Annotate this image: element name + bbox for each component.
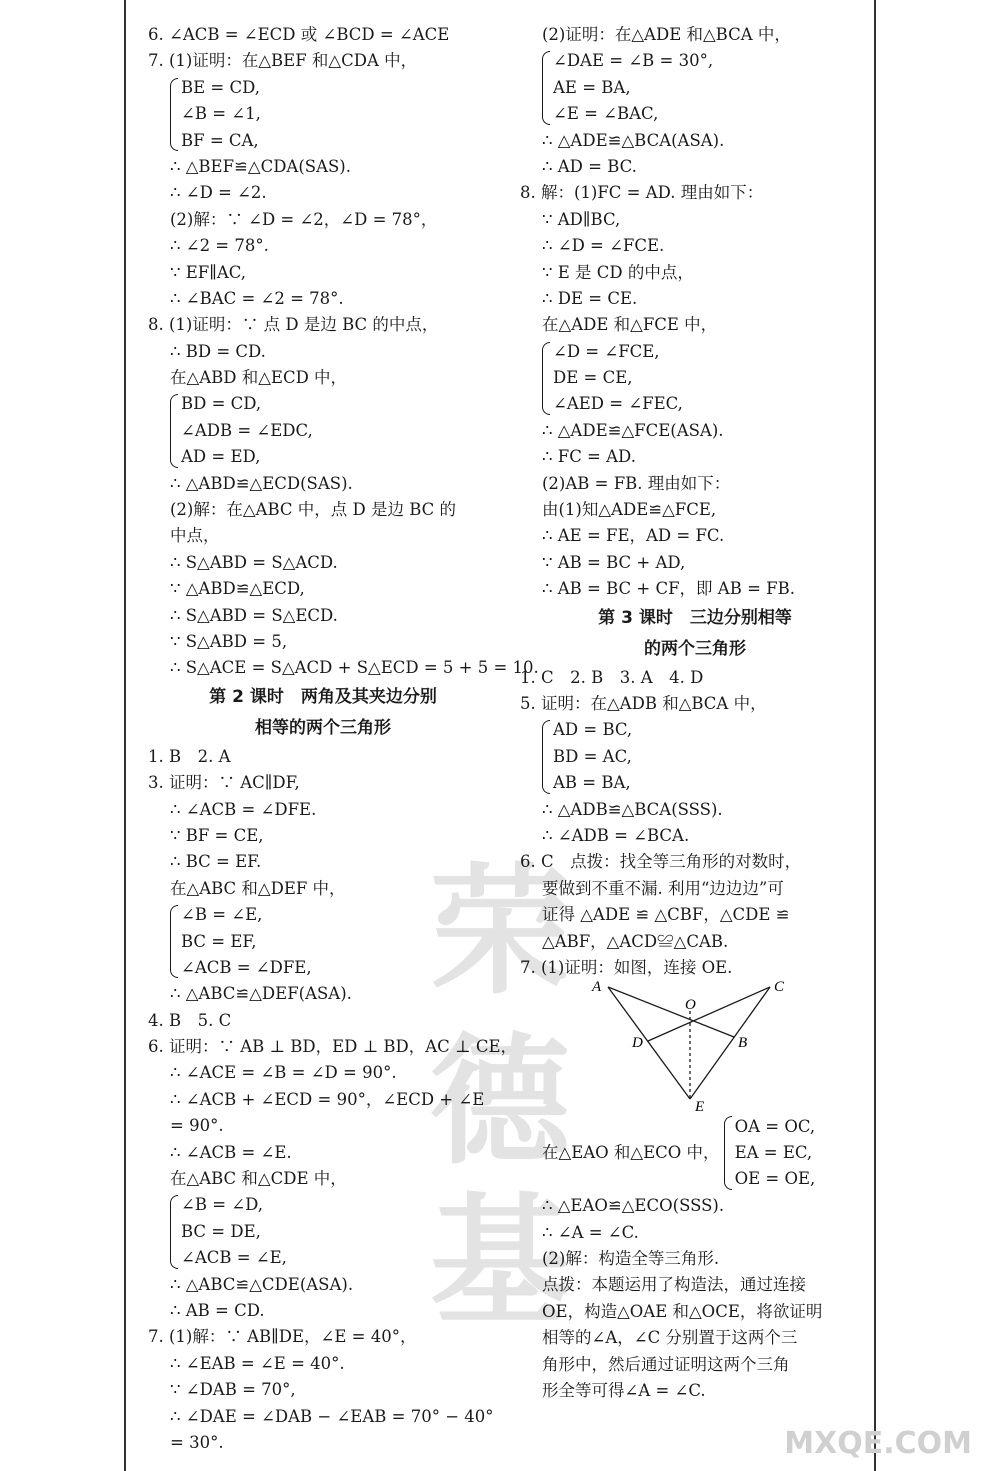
condition-brace — [520, 48, 870, 127]
condition-brace — [520, 717, 870, 796]
line: ∵ AB = BC + AD, — [542, 552, 686, 572]
condition-brace — [148, 75, 498, 154]
line: ∠D = ∠FCE, — [553, 341, 660, 361]
line: (2)解：构造全等三角形. — [542, 1249, 720, 1269]
line: ∴ △EAO≌△ECO(SSS). — [542, 1196, 725, 1216]
line: 7. (1)证明：如图，连接 OE. — [520, 957, 733, 977]
left-column — [148, 22, 539, 1456]
line: ∴ AD = BC. — [542, 156, 637, 176]
line: ∵ AD∥BC, — [542, 209, 621, 229]
line: = 90°. — [170, 1116, 224, 1136]
geometry-figure — [590, 981, 790, 1113]
line: ∴ ∠D = ∠FCE. — [542, 236, 665, 256]
line: AD = BC, — [553, 720, 633, 740]
line: ∠E = ∠BAC, — [553, 104, 659, 124]
line: ∠B = ∠1, — [181, 104, 261, 124]
watermark-char-3: 基 — [430, 1180, 571, 1344]
line: ∵ ∠DAB = 70°, — [170, 1380, 296, 1400]
line: ∴ S△ACE = S△ACD + S△ECD = 5 + 5 = 10. — [170, 658, 539, 678]
line: 8. (1)证明：∵ 点 D 是边 BC 的中点， — [148, 315, 439, 335]
line: 6. C 点拨：找全等三角形的对数时， — [520, 852, 802, 872]
line: ∴ △ADE≌△FCE(ASA). — [542, 420, 724, 440]
line: ∴ ∠D = ∠2. — [170, 183, 267, 203]
line: 中点， — [170, 526, 220, 546]
line: (2)证明：在△ADE 和△BCA 中， — [542, 25, 791, 44]
line: BC = DE, — [181, 1221, 261, 1241]
line: 由(1)知△ADE≌△FCE, — [542, 500, 717, 520]
line: ∠DAE = ∠B = 30°, — [553, 51, 714, 71]
condition-brace — [148, 902, 498, 981]
figure-label-o: O — [685, 997, 696, 1014]
line: ∴ △ABC≌△CDE(ASA). — [170, 1274, 354, 1294]
condition-brace — [148, 391, 498, 470]
right-margin-rule — [874, 0, 876, 1471]
line: 在△ABD 和△ECD 中， — [170, 368, 348, 388]
line: (2)解：在△ABC 中，点 D 是边 BC 的 — [170, 500, 457, 520]
line: ∵ BF = CE, — [170, 825, 264, 845]
line: ∠ADB = ∠EDC, — [181, 420, 313, 440]
line: ∴ △ADB≌△BCA(SSS). — [542, 799, 723, 819]
line: ∴ S△ABD = S△ACD. — [170, 552, 338, 572]
line: AD = ED, — [181, 447, 261, 467]
line: ∴ ∠A = ∠C. — [542, 1222, 639, 1242]
line: ∴ AB = CD. — [170, 1300, 265, 1320]
line: ∴ △ADE≌△BCA(ASA). — [542, 130, 725, 150]
line: 6. ∠ACB = ∠ECD 或 ∠BCD = ∠ACE — [148, 25, 450, 44]
section-heading: 相等的两个三角形 — [255, 717, 391, 738]
figure-label-a: A — [592, 981, 602, 996]
line: = 30°. — [170, 1432, 224, 1452]
line: 相等的∠A，∠C 分别置于这两个三 — [542, 1328, 798, 1348]
line: ∴ DE = CE. — [542, 288, 638, 308]
line: DE = CE, — [553, 368, 633, 388]
line: 3. 证明：∵ AC∥DF, — [148, 773, 300, 793]
line: AE = BA, — [553, 77, 631, 97]
section-heading: 第 3 课时 三边分别相等 — [598, 607, 792, 628]
line: 5. 证明：在△ADB 和△BCA 中， — [520, 693, 767, 713]
line: 在△ADE 和△FCE 中， — [542, 315, 718, 335]
line: BD = CD, — [181, 394, 262, 414]
watermark-char-2: 德 — [430, 1020, 571, 1184]
watermark-char-1: 荣 — [430, 850, 571, 1014]
line: ∴ BD = CD. — [170, 341, 266, 361]
line: 形全等可得∠A = ∠C. — [542, 1381, 706, 1401]
line: BD = AC, — [553, 746, 632, 766]
line: ∴ ∠BAC = ∠2 = 78°. — [170, 288, 344, 308]
line: OE = OE, — [734, 1169, 816, 1189]
section-heading: 第 2 课时 两角及其夹边分别 — [209, 686, 437, 707]
figure-label-e: E — [695, 1099, 705, 1114]
figure-label-c: C — [774, 981, 785, 996]
line: AB = BA, — [553, 773, 631, 793]
line: ∵ △ABD≌△ECD, — [170, 579, 305, 599]
left-margin-rule — [124, 0, 126, 1471]
figure-label-d: D — [632, 1035, 643, 1052]
line: 点拨：本题运用了构造法，通过连接 — [542, 1275, 806, 1295]
line: (2)AB = FB. 理由如下： — [542, 473, 731, 493]
line: ∴ FC = AD. — [542, 447, 636, 467]
line: ∴ ∠ACB + ∠ECD = 90°，∠ECD + ∠E — [170, 1089, 485, 1109]
line: 要做到不重不漏. 利用“边边边”可 — [542, 878, 784, 898]
line: ∴ ∠ACB = ∠E. — [170, 1142, 292, 1162]
figure-label-b: B — [738, 1035, 748, 1052]
line: ∠B = ∠D, — [181, 1195, 263, 1215]
line: ∵ E 是 CD 的中点， — [542, 262, 694, 282]
line: EA = EC, — [734, 1143, 813, 1163]
line: 角形中，然后通过证明这两个三角 — [542, 1354, 790, 1374]
line: 6. 证明：∵ AB ⊥ BD，ED ⊥ BD，AC ⊥ CE， — [148, 1037, 517, 1057]
line: ∠AED = ∠FEC, — [553, 394, 683, 414]
line: BC = EF, — [181, 931, 257, 951]
section-heading: 的两个三角形 — [644, 638, 746, 659]
line: ∵ EF∥AC, — [170, 262, 247, 282]
condition-brace-inline — [520, 1113, 870, 1193]
line: ∴ ∠EAB = ∠E = 40°. — [170, 1353, 345, 1373]
line: (2)解：∵ ∠D = ∠2，∠D = 78°， — [170, 209, 438, 229]
line: ∴ ∠ADB = ∠BCA. — [542, 825, 690, 845]
condition-brace — [520, 339, 870, 418]
watermark-site: MXQE.COM — [784, 1426, 972, 1461]
line: ∴ AB = BC + CF，即 AB = FB. — [542, 579, 795, 599]
line: 7. (1)解：∵ AB∥DE，∠E = 40°， — [148, 1327, 417, 1347]
line: ∴ △BEF≌△CDA(SAS). — [170, 156, 351, 176]
line: 1. B 2. A — [148, 746, 231, 766]
line: ∴ △ABC≌△DEF(ASA). — [170, 984, 352, 1004]
line: 在△ABC 和△CDE 中， — [170, 1169, 347, 1189]
line: ∴ △ABD≌△ECD(SAS). — [170, 473, 353, 493]
line: OE，构造△OAE 和△OCE，将欲证明 — [542, 1301, 823, 1321]
condition-brace — [148, 1192, 498, 1271]
line: BE = CD, — [181, 77, 260, 97]
line: OA = OC, — [734, 1116, 816, 1136]
line: ∴ ∠ACE = ∠B = ∠D = 90°. — [170, 1063, 397, 1083]
line: 在△ABC 和△DEF 中， — [170, 878, 346, 898]
line: ∴ S△ABD = S△ECD. — [170, 605, 338, 625]
line: 在△EAO 和△ECO 中， — [542, 1143, 720, 1163]
line: ∴ AE = FE，AD = FC. — [542, 526, 725, 546]
line: ∴ ∠DAE = ∠DAB − ∠EAB = 70° − 40° — [170, 1406, 494, 1426]
line: ∠B = ∠E, — [181, 905, 263, 925]
line: 4. B 5. C — [148, 1010, 232, 1030]
right-column — [520, 22, 870, 1404]
line: ∠ACB = ∠DFE, — [181, 957, 312, 977]
line: ∴ BC = EF. — [170, 852, 262, 872]
line: ∠ACB = ∠E, — [181, 1248, 287, 1268]
line: ∴ ∠2 = 78°. — [170, 236, 269, 256]
line: 1. C 2. B 3. A 4. D — [520, 667, 704, 687]
line: 8. 解：(1)FC = AD. 理由如下： — [520, 183, 764, 203]
line: △ABF，△ACD≌△CAB. — [542, 931, 729, 951]
line: BF = CA, — [181, 130, 259, 150]
line: ∵ S△ABD = 5, — [170, 631, 288, 651]
line: ∴ ∠ACB = ∠DFE. — [170, 799, 317, 819]
line: 7. (1)证明：在△BEF 和△CDA 中， — [148, 51, 418, 71]
line: 证得 △ADE ≌ △CBF，△CDE ≌ — [542, 905, 790, 925]
